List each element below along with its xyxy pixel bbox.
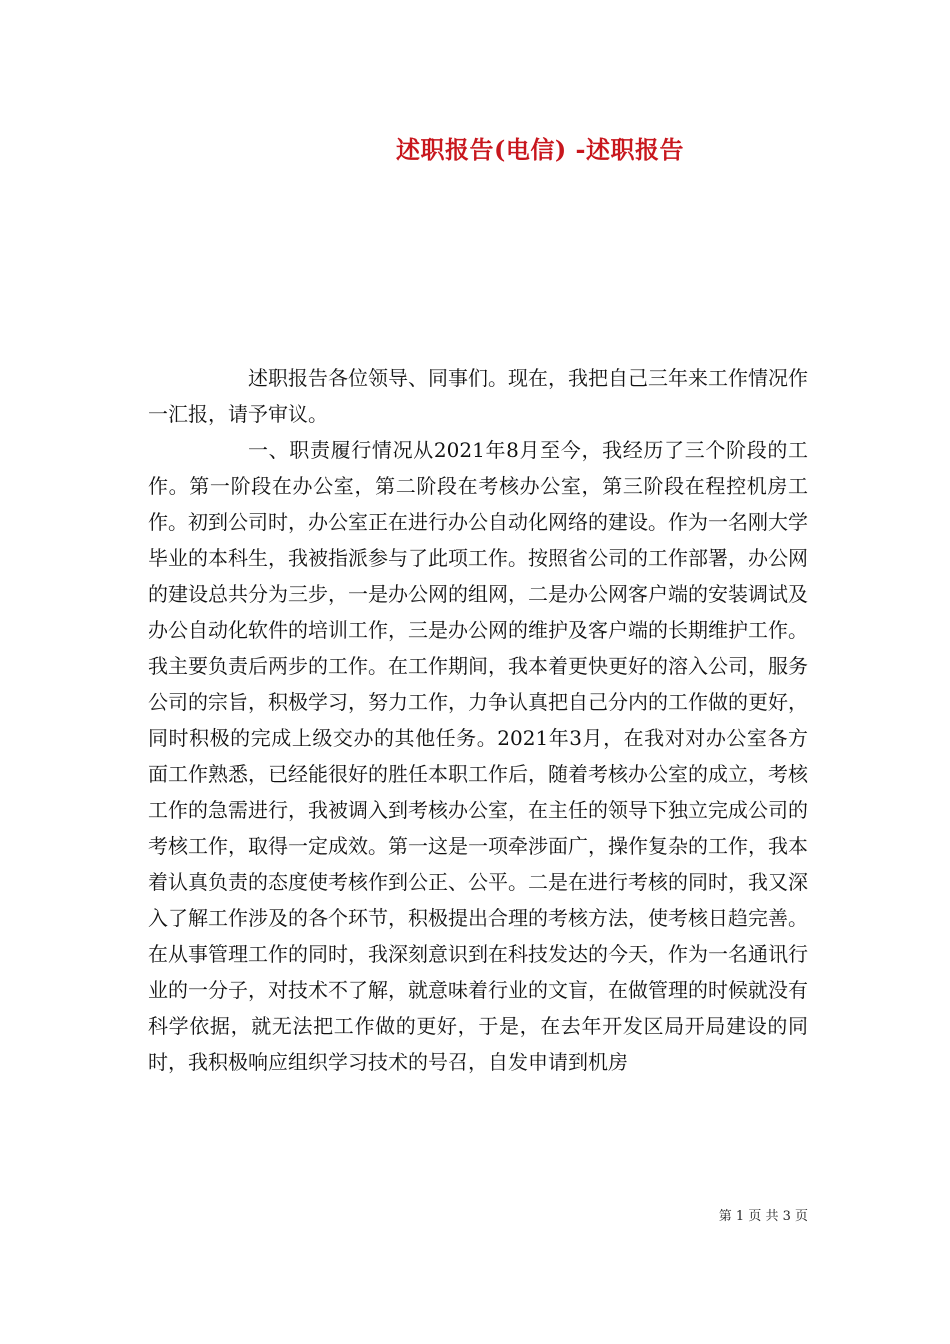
document-title: 述职报告(电信) -述职报告 <box>395 135 685 164</box>
page-footer: 第 1 页 共 3 页 <box>718 1209 808 1224</box>
document-body <box>148 360 808 1080</box>
paragraph-duties: 一、职责履行情况从2021年8月至今，我经历了三个阶段的工作。第一阶段在办公室，第二阶段在考核办公室，第三阶段在程控机房工作。初到公司时，办公室正在进行办公自动化网络的建设。作为一名刚大学毕业的本科生，我被指派参与了此项工作。按照省公司的工作部署，办公网的建设总共分为三步，一是办公网的组网，二是办公网客户端的安装调试及办公自动化软件的培训工作，三是办公网的维护及客户端的长期维护工作。我主要负责后两步的工作。在工作期间，我本着更快更好的溶入公司，服务公司的宗旨，积极学习，努力工作，力争认真把自己分内的工作做的更好，同时积极的完成上级交办的其他任务。2021年3月，在我对对办公室各方面工作熟悉，已经能很好的胜任本职工作后，随着考核办公室的成立，考核工作的急需进行，我被调入到考核办公室，在主任的领导下独立完成公司的考核工作，取得一定成效。第一这是一项牵涉面广，操作复杂的工作，我本着认真负责的态度使考核作到公正、公平。二是在进行考核的同时，我又深入了解工作涉及的各个环节，积极提出合理的考核方法，使考核日趋完善。在从事管理工作的同时，我深刻意识到在科技发达的今天，作为一名通讯行业的一分子，对技术不了解，就意味着行业的文盲，在做管理的时候就没有科学依据，就无法把工作做的更好，于是，在去年开发区局开局建设的同时，我积极响应组织学习技术的号召，自发申请到机房 <box>148 438 808 1074</box>
paragraph-intro: 述职报告各位领导、同事们。现在，我把自己三年来工作情况作一汇报，请予审议。 <box>148 366 808 426</box>
